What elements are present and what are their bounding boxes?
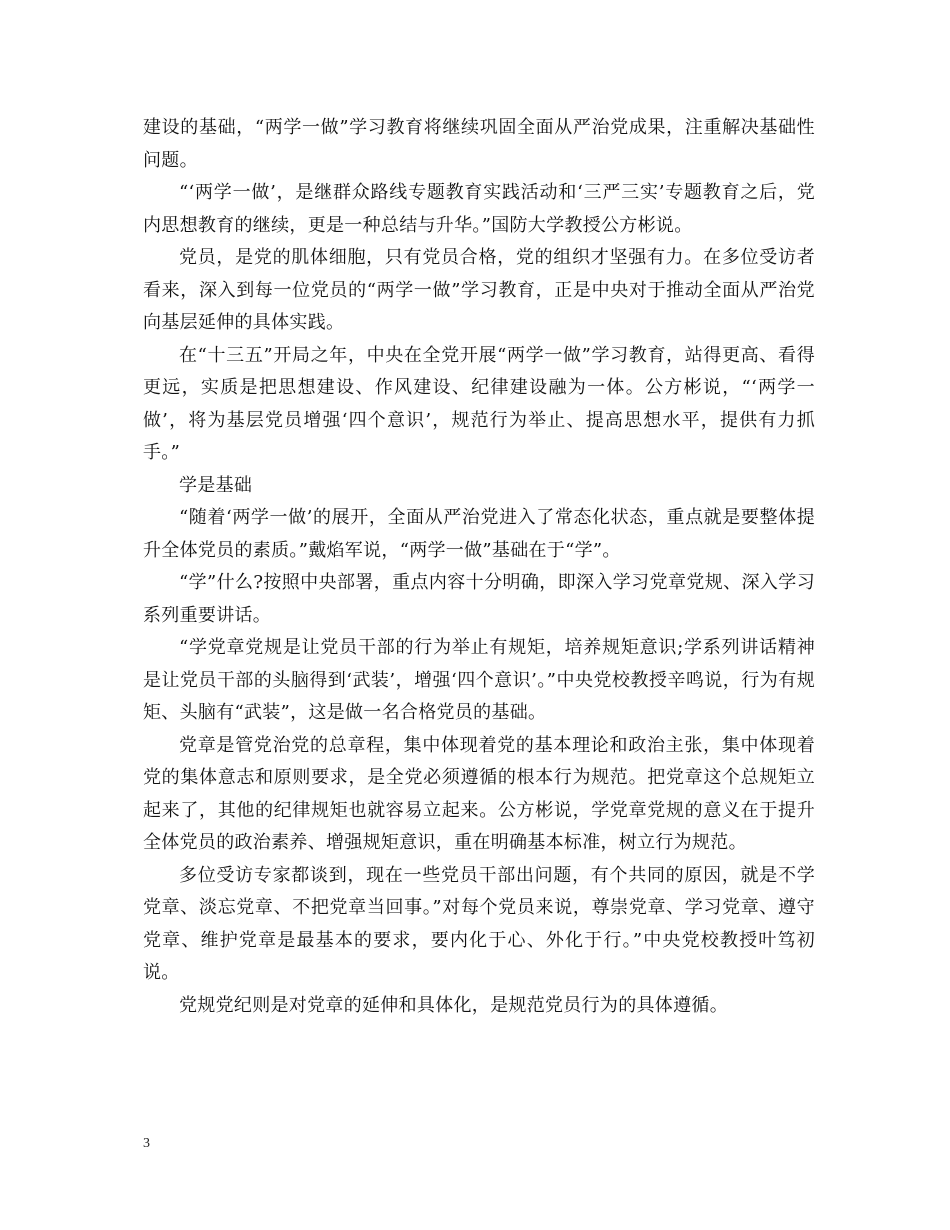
paragraph: 多位受访专家都谈到，现在一些党员干部出问题，有个共同的原因，就是不学党章、淡忘党章、不把党章当回事。”对每个党员来说，尊崇党章、学习党章、遵守党章、维护党章是最基本的要求，要内化于心、外化于行。”中央党校教授叶笃初说。 [143,864,815,983]
paragraph: “‘两学一做’，是继群众路线专题教育实践活动和‘三严三实’专题教育之后，党内思想教育的继续，更是一种总结与升华。”国防大学教授公方彬说。 [143,182,815,236]
paragraph: “学党章党规是让党员干部的行为举止有规矩，培养规矩意识;学系列讲话精神是让党员干部的头脑得到‘武装’，增强‘四个意识’。”中央党校教授辛鸣说，行为有规矩、头脑有“武装”，这是做一名合格党员的基础。 [143,637,815,723]
paragraph: “随着‘两学一做’的展开，全面从严治党进入了常态化状态，重点就是要整体提升全体党员的素质。”戴焰军说，“两学一做”基础在于“学”。 [143,507,815,561]
paragraph: 党员，是党的肌体细胞，只有党员合格，党的组织才坚强有力。在多位受访者看来，深入到每一位党员的“两学一做”学习教育，正是中央对于推动全面从严治党向基层延伸的具体实践。 [143,247,815,333]
page-number: 3 [143,1136,150,1151]
paragraph: 在“十三五”开局之年，中央在全党开展“两学一做”学习教育，站得更高、看得更远，实质是把思想建设、作风建设、纪律建设融为一体。公方彬说，“‘两学一做’，将为基层党员增强‘四个意识’，规范行为举止、提高思想水平，提供有力抓手。” [143,344,815,463]
paragraph: 党规党纪则是对党章的延伸和具体化，是规范党员行为的具体遵循。 [179,994,728,1016]
paragraph: 党章是管党治党的总章程，集中体现着党的基本理论和政治主张，集中体现着党的集体意志和原则要求，是全党必须遵循的根本行为规范。把党章这个总规矩立起来了，其他的纪律规矩也就容易立起来。公方彬说，学党章党规的意义在于提升全体党员的政治素养、增强规矩意识，重在明确基本标准，树立行为规范。 [143,734,815,853]
paragraph: “学”什么?按照中央部署，重点内容十分明确，即深入学习党章党规、深入学习系列重要讲话。 [143,572,815,626]
section-heading: 学是基础 [179,474,253,496]
document-body [143,112,815,1022]
paragraph-continuation: 建设的基础，“两学一做”学习教育将继续巩固全面从严治党成果，注重解决基础性问题。 [143,117,815,171]
